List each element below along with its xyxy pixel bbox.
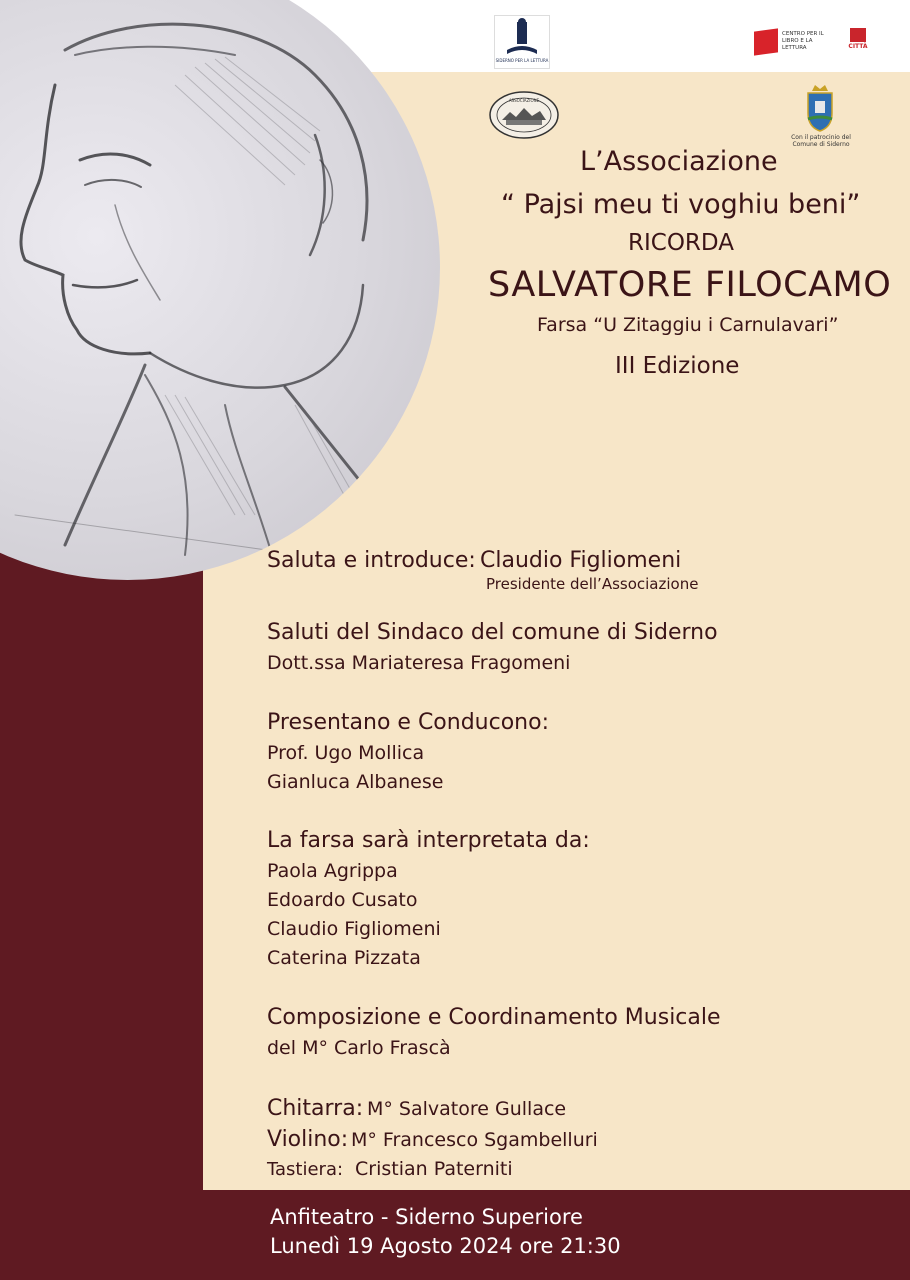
music-name: del M° Carlo Frascà: [267, 1037, 451, 1059]
violin-name: M° Francesco Sgambelluri: [351, 1129, 598, 1151]
reading-city-logo: [494, 15, 550, 69]
cast-member: Claudio Figliomeni: [267, 918, 441, 940]
intro-name: Claudio Figliomeni: [480, 548, 682, 573]
hosts-title: Presentano e Conducono:: [267, 710, 549, 735]
music-title: Composizione e Coordinamento Musicale: [267, 1005, 721, 1030]
association-intro: L’Associazione: [580, 146, 778, 177]
host-name: Gianluca Albanese: [267, 771, 444, 793]
mayor-title: Saluti del Sindaco del comune di Siderno: [267, 620, 718, 645]
violin-label: Violino:: [267, 1127, 349, 1152]
cepell-text: CENTRO PER IL LIBRO E LA LETTURA: [782, 31, 824, 51]
edition-label: III Edizione: [615, 353, 740, 379]
siderno-crest: [804, 83, 836, 133]
cast-member: Paola Agrippa: [267, 860, 398, 882]
keys-label: Tastiera:: [267, 1159, 344, 1180]
intro-role: Presidente dell’Associazione: [486, 575, 699, 593]
guitar-label: Chitarra:: [267, 1096, 364, 1121]
host-name: Prof. Ugo Mollica: [267, 742, 425, 764]
ricorda-label: RICORDA: [628, 230, 734, 256]
cast-title: La farsa sarà interpretata da:: [267, 828, 590, 853]
mayor-name: Dott.ssa Mariateresa Fragomeni: [267, 652, 571, 674]
farce-title: Farsa “U Zitaggiu i Carnulavari”: [537, 314, 839, 336]
reading-city-text: SIDERNO PER LA LETTURA: [495, 58, 549, 63]
event-datetime: Lunedì 19 Agosto 2024 ore 21:30: [270, 1234, 621, 1258]
association-seal-text: ASSOCIAZIONE: [508, 98, 540, 103]
cast-member: Edoardo Cusato: [267, 889, 418, 911]
cepell-logo: [754, 28, 828, 56]
honoree-name: SALVATORE FILOCAMO: [488, 265, 892, 305]
citta-tower-icon: [850, 28, 866, 42]
citta-logo: [846, 28, 870, 56]
guitar-name: M° Salvatore Gullace: [367, 1098, 567, 1120]
association-seal: [488, 90, 560, 140]
association-name: “ Pajsi meu ti voghiu beni”: [501, 189, 861, 220]
venue: Anfiteatro - Siderno Superiore: [270, 1205, 583, 1229]
keys-name: Cristian Paterniti: [355, 1158, 513, 1180]
citta-text: CITTÀ: [848, 43, 868, 50]
cepell-book-icon: [754, 28, 778, 55]
intro-label: Saluta e introduce:: [267, 548, 476, 573]
patronage-text: Con il patrocinio del Comune di Siderno: [791, 134, 851, 148]
cast-member: Caterina Pizzata: [267, 947, 421, 969]
